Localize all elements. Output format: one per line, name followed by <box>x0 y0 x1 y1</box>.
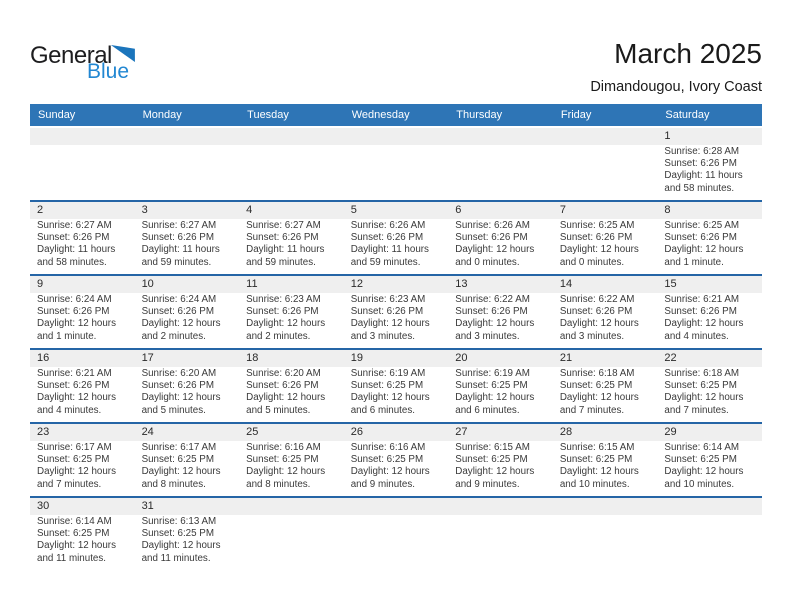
daylight-text-line1: Daylight: 11 hours <box>246 244 325 256</box>
day-number <box>344 498 449 515</box>
day-number: 20 <box>455 352 468 364</box>
sunrise-text: Sunrise: 6:16 AM <box>350 442 426 453</box>
day-cell <box>448 219 553 274</box>
sunrise-text: Sunrise: 6:26 AM <box>455 220 530 231</box>
daylight-text-line1: Daylight: 11 hours <box>141 244 220 256</box>
day-cell <box>448 145 553 200</box>
day-details-band <box>30 367 762 422</box>
daylight-text-line1: Daylight: 12 hours <box>664 392 744 404</box>
sunrise-text: Sunrise: 6:24 AM <box>37 294 112 305</box>
daylight-text-line2: and 1 minute. <box>664 256 724 268</box>
daylight-text-line2: and 59 minutes. <box>350 256 421 268</box>
day-number-band <box>30 350 762 367</box>
daylight-text-line2: and 59 minutes. <box>246 256 316 268</box>
sunset-text: Sunset: 6:26 PM <box>37 380 110 392</box>
day-number: 11 <box>246 278 258 290</box>
day-number: 6 <box>455 204 462 216</box>
day-cell <box>657 441 762 496</box>
day-number: 22 <box>664 352 677 364</box>
day-details-band <box>30 219 762 274</box>
weekday-monday: Monday <box>142 109 182 121</box>
sunrise-text: Sunrise: 6:17 AM <box>141 442 217 453</box>
week-row <box>30 348 762 422</box>
sunrise-text: Sunrise: 6:19 AM <box>455 368 530 379</box>
sunrise-text: Sunrise: 6:24 AM <box>141 294 217 305</box>
sunrise-text: Sunrise: 6:23 AM <box>350 294 426 305</box>
sunrise-text: Sunrise: 6:28 AM <box>664 146 740 157</box>
day-number-band <box>30 202 762 219</box>
day-number: 31 <box>141 500 154 512</box>
day-cell <box>135 441 240 496</box>
daylight-text-line1: Daylight: 12 hours <box>664 318 744 330</box>
day-cell <box>30 293 135 348</box>
day-number: 21 <box>559 352 573 364</box>
daylight-text-line1: Daylight: 12 hours <box>455 392 535 404</box>
week-row <box>30 422 762 496</box>
daylight-text-line1: Daylight: 12 hours <box>664 244 744 256</box>
daylight-text-line1: Daylight: 12 hours <box>141 466 221 478</box>
page-subtitle: Dimandougou, Ivory Coast <box>590 79 762 95</box>
day-cell <box>239 219 344 274</box>
day-number: 28 <box>559 426 573 438</box>
daylight-text-line2: and 0 minutes. <box>455 256 520 268</box>
day-cell <box>344 367 449 422</box>
day-cell <box>344 515 449 570</box>
daylight-text-line1: Daylight: 12 hours <box>455 318 535 330</box>
day-details-band <box>30 515 762 570</box>
daylight-text-line1: Daylight: 11 hours <box>37 244 116 256</box>
sunset-text: Sunset: 6:26 PM <box>664 232 737 244</box>
daylight-text-line2: and 9 minutes. <box>350 478 415 490</box>
day-cell <box>30 145 135 200</box>
day-number-band <box>30 424 762 441</box>
daylight-text-line1: Daylight: 12 hours <box>664 466 744 478</box>
day-number: 2 <box>37 204 44 216</box>
sunrise-text: Sunrise: 6:19 AM <box>350 368 426 379</box>
day-cell <box>553 145 658 200</box>
sunset-text: Sunset: 6:25 PM <box>246 454 319 466</box>
sunset-text: Sunset: 6:26 PM <box>141 380 214 392</box>
daylight-text-line1: Daylight: 12 hours <box>37 392 116 404</box>
day-number: 15 <box>664 278 677 290</box>
daylight-text-line2: and 1 minute. <box>37 330 97 342</box>
sunrise-text: Sunrise: 6:14 AM <box>664 442 740 453</box>
day-number-band <box>30 276 762 293</box>
daylight-text-line1: Daylight: 11 hours <box>350 244 429 256</box>
day-number: 24 <box>141 426 154 438</box>
day-number: 19 <box>350 352 363 364</box>
sunset-text: Sunset: 6:25 PM <box>559 380 633 392</box>
sunrise-text: Sunrise: 6:20 AM <box>246 368 321 379</box>
day-number <box>657 498 762 515</box>
sunset-text: Sunset: 6:26 PM <box>246 232 319 244</box>
logo-text-blue: Blue <box>87 60 130 83</box>
day-cell <box>553 515 658 570</box>
daylight-text-line2: and 10 minutes. <box>559 478 630 490</box>
day-cell <box>657 219 762 274</box>
sunset-text: Sunset: 6:26 PM <box>664 306 737 318</box>
day-number: 5 <box>350 204 357 216</box>
day-cell <box>448 367 553 422</box>
day-cell <box>30 219 135 274</box>
day-cell <box>553 293 658 348</box>
sunset-text: Sunset: 6:25 PM <box>37 528 110 540</box>
day-cell <box>553 367 658 422</box>
day-cell <box>344 293 449 348</box>
day-cell <box>239 441 344 496</box>
sunrise-text: Sunrise: 6:15 AM <box>455 442 530 453</box>
daylight-text-line1: Daylight: 12 hours <box>559 392 639 404</box>
daylight-text-line2: and 4 minutes. <box>37 404 102 416</box>
daylight-text-line2: and 58 minutes. <box>37 256 107 268</box>
daylight-text-line1: Daylight: 12 hours <box>350 466 430 478</box>
day-cell <box>135 515 240 570</box>
day-number: 12 <box>350 278 363 290</box>
daylight-text-line1: Daylight: 12 hours <box>559 244 639 256</box>
sunset-text: Sunset: 6:26 PM <box>559 306 633 318</box>
daylight-text-line1: Daylight: 11 hours <box>664 170 743 182</box>
day-cell <box>448 293 553 348</box>
weekday-header-row <box>30 104 762 126</box>
day-number <box>135 128 240 145</box>
day-number <box>448 498 553 515</box>
day-number: 17 <box>141 352 154 364</box>
day-number: 3 <box>141 204 148 216</box>
day-cell <box>344 219 449 274</box>
sunset-text: Sunset: 6:26 PM <box>37 232 110 244</box>
sunset-text: Sunset: 6:25 PM <box>350 380 424 392</box>
sunrise-text: Sunrise: 6:14 AM <box>37 516 112 527</box>
daylight-text-line2: and 6 minutes. <box>350 404 415 416</box>
daylight-text-line1: Daylight: 12 hours <box>455 466 535 478</box>
sunset-text: Sunset: 6:25 PM <box>350 454 424 466</box>
sunrise-text: Sunrise: 6:22 AM <box>455 294 530 305</box>
daylight-text-line2: and 5 minutes. <box>141 404 206 416</box>
weeks-container <box>30 128 762 570</box>
day-number: 16 <box>37 352 50 364</box>
month-calendar <box>30 104 762 570</box>
sunset-text: Sunset: 6:25 PM <box>664 454 737 466</box>
sunset-text: Sunset: 6:26 PM <box>559 232 633 244</box>
sunset-text: Sunset: 6:25 PM <box>141 454 214 466</box>
day-cell <box>553 219 658 274</box>
daylight-text-line1: Daylight: 12 hours <box>37 466 116 478</box>
daylight-text-line1: Daylight: 12 hours <box>559 466 639 478</box>
sunset-text: Sunset: 6:26 PM <box>350 306 424 318</box>
sunset-text: Sunset: 6:26 PM <box>141 306 214 318</box>
day-number: 14 <box>559 278 573 290</box>
day-number: 8 <box>664 204 671 216</box>
day-cell <box>657 515 762 570</box>
sunset-text: Sunset: 6:25 PM <box>664 380 737 392</box>
weekday-tuesday: Tuesday <box>247 109 289 121</box>
sunrise-text: Sunrise: 6:27 AM <box>141 220 217 231</box>
day-number <box>553 128 658 145</box>
page-header <box>0 0 792 104</box>
sunrise-text: Sunrise: 6:13 AM <box>141 516 217 527</box>
week-row <box>30 274 762 348</box>
day-cell <box>657 145 762 200</box>
daylight-text-line2: and 59 minutes. <box>141 256 212 268</box>
day-cell <box>553 441 658 496</box>
weekday-saturday: Saturday <box>665 109 710 121</box>
daylight-text-line2: and 3 minutes. <box>350 330 415 342</box>
day-number: 4 <box>246 204 253 216</box>
day-cell <box>344 441 449 496</box>
day-cell <box>657 367 762 422</box>
day-cell <box>448 515 553 570</box>
weekday-sunday: Sunday <box>38 109 76 121</box>
daylight-text-line2: and 3 minutes. <box>559 330 625 342</box>
sunset-text: Sunset: 6:25 PM <box>559 454 633 466</box>
sunrise-text: Sunrise: 6:26 AM <box>350 220 426 231</box>
sunset-text: Sunset: 6:25 PM <box>37 454 110 466</box>
day-number <box>239 128 344 145</box>
page-title: March 2025 <box>614 38 762 69</box>
daylight-text-line2: and 11 minutes. <box>141 552 211 564</box>
day-number: 25 <box>246 426 259 438</box>
day-cell <box>448 441 553 496</box>
daylight-text-line2: and 2 minutes. <box>246 330 311 342</box>
day-number-band <box>30 128 762 145</box>
daylight-text-line1: Daylight: 12 hours <box>246 318 326 330</box>
daylight-text-line2: and 7 minutes. <box>664 404 729 416</box>
daylight-text-line2: and 58 minutes. <box>664 182 735 194</box>
daylight-text-line2: and 4 minutes. <box>664 330 729 342</box>
sunrise-text: Sunrise: 6:18 AM <box>559 368 635 379</box>
day-number: 29 <box>664 426 677 438</box>
day-number: 7 <box>559 204 566 216</box>
day-number: 30 <box>37 500 50 512</box>
day-number: 9 <box>37 278 44 290</box>
sunset-text: Sunset: 6:26 PM <box>664 158 737 170</box>
day-cell <box>135 367 240 422</box>
day-cell <box>239 515 344 570</box>
daylight-text-line1: Daylight: 12 hours <box>350 318 430 330</box>
day-cell <box>30 515 135 570</box>
day-number: 10 <box>141 278 154 290</box>
daylight-text-line1: Daylight: 12 hours <box>37 540 116 552</box>
sunrise-text: Sunrise: 6:21 AM <box>664 294 740 305</box>
sunrise-text: Sunrise: 6:20 AM <box>141 368 217 379</box>
daylight-text-line1: Daylight: 12 hours <box>246 466 326 478</box>
day-cell <box>657 293 762 348</box>
day-number-band <box>30 498 762 515</box>
day-cell <box>344 145 449 200</box>
sunrise-text: Sunrise: 6:15 AM <box>559 442 635 453</box>
daylight-text-line2: and 9 minutes. <box>455 478 520 490</box>
daylight-text-line1: Daylight: 12 hours <box>350 392 430 404</box>
daylight-text-line1: Daylight: 12 hours <box>246 392 326 404</box>
logo-text-general: General <box>30 42 112 69</box>
title-block <box>590 38 762 95</box>
sunset-text: Sunset: 6:25 PM <box>455 380 528 392</box>
day-number: 1 <box>664 130 671 142</box>
sunset-text: Sunset: 6:26 PM <box>246 306 319 318</box>
day-number: 18 <box>246 352 259 364</box>
day-cell <box>239 145 344 200</box>
day-number <box>30 128 135 145</box>
sunrise-text: Sunrise: 6:17 AM <box>37 442 112 453</box>
sunset-text: Sunset: 6:26 PM <box>37 306 110 318</box>
day-number <box>553 498 658 515</box>
day-number <box>239 498 344 515</box>
sunset-text: Sunset: 6:25 PM <box>141 528 214 540</box>
sunset-text: Sunset: 6:25 PM <box>455 454 528 466</box>
sunset-text: Sunset: 6:26 PM <box>455 306 528 318</box>
day-number <box>344 128 449 145</box>
day-cell <box>30 441 135 496</box>
sunrise-text: Sunrise: 6:25 AM <box>559 220 635 231</box>
week-row <box>30 200 762 274</box>
daylight-text-line1: Daylight: 12 hours <box>141 318 221 330</box>
daylight-text-line2: and 7 minutes. <box>559 404 625 416</box>
sunrise-text: Sunrise: 6:27 AM <box>37 220 112 231</box>
sunrise-text: Sunrise: 6:22 AM <box>559 294 635 305</box>
day-cell <box>135 293 240 348</box>
day-number <box>448 128 553 145</box>
sunrise-text: Sunrise: 6:18 AM <box>664 368 740 379</box>
sunrise-text: Sunrise: 6:21 AM <box>37 368 112 379</box>
daylight-text-line2: and 2 minutes. <box>141 330 206 342</box>
day-cell <box>239 367 344 422</box>
week-row <box>30 496 762 570</box>
day-cell <box>135 145 240 200</box>
weekday-friday: Friday <box>560 109 592 121</box>
sunrise-text: Sunrise: 6:27 AM <box>246 220 321 231</box>
general-blue-logo <box>30 44 135 82</box>
sunrise-text: Sunrise: 6:23 AM <box>246 294 321 305</box>
day-number: 27 <box>455 426 468 438</box>
sunset-text: Sunset: 6:26 PM <box>350 232 424 244</box>
daylight-text-line2: and 11 minutes. <box>37 552 106 564</box>
daylight-text-line1: Daylight: 12 hours <box>141 540 221 552</box>
sunset-text: Sunset: 6:26 PM <box>141 232 214 244</box>
weekday-wednesday: Wednesday <box>351 109 410 121</box>
daylight-text-line2: and 8 minutes. <box>141 478 206 490</box>
day-cell <box>239 293 344 348</box>
daylight-text-line2: and 3 minutes. <box>455 330 520 342</box>
daylight-text-line2: and 8 minutes. <box>246 478 311 490</box>
day-number: 23 <box>37 426 50 438</box>
daylight-text-line1: Daylight: 12 hours <box>455 244 535 256</box>
sunset-text: Sunset: 6:26 PM <box>455 232 528 244</box>
daylight-text-line2: and 7 minutes. <box>37 478 102 490</box>
day-number: 26 <box>350 426 363 438</box>
weekday-thursday: Thursday <box>456 109 503 121</box>
sunrise-text: Sunrise: 6:25 AM <box>664 220 740 231</box>
daylight-text-line1: Daylight: 12 hours <box>559 318 639 330</box>
week-row <box>30 128 762 200</box>
day-details-band <box>30 293 762 348</box>
daylight-text-line1: Daylight: 12 hours <box>37 318 116 330</box>
day-details-band <box>30 441 762 496</box>
sunset-text: Sunset: 6:26 PM <box>246 380 319 392</box>
day-cell <box>30 367 135 422</box>
day-number: 13 <box>455 278 468 290</box>
daylight-text-line2: and 0 minutes. <box>559 256 625 268</box>
day-cell <box>135 219 240 274</box>
daylight-text-line2: and 10 minutes. <box>664 478 735 490</box>
daylight-text-line1: Daylight: 12 hours <box>141 392 221 404</box>
sunrise-text: Sunrise: 6:16 AM <box>246 442 321 453</box>
daylight-text-line2: and 5 minutes. <box>246 404 311 416</box>
daylight-text-line2: and 6 minutes. <box>455 404 520 416</box>
day-details-band <box>30 145 762 200</box>
